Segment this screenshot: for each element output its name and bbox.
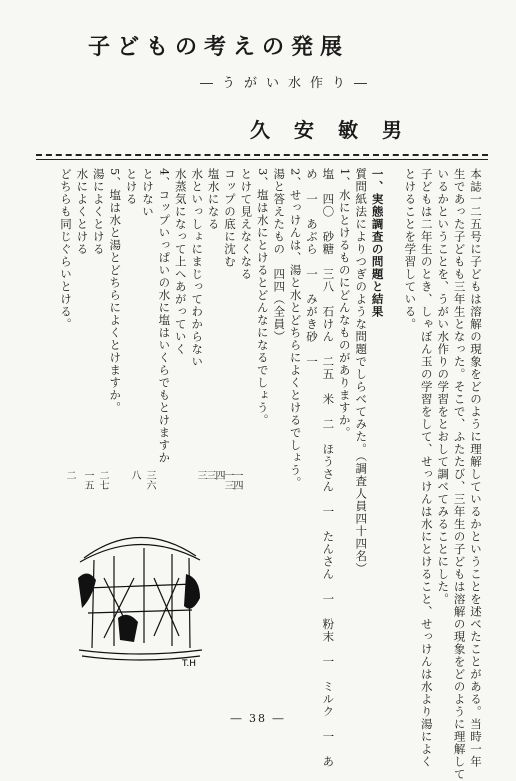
text-column: コップの底に沈む (223, 168, 237, 268)
text-column: とける (124, 168, 139, 206)
text-column: 3、塩は水にとけるとどんなになるでしょう。 (255, 168, 270, 427)
pavilion-sketch-illustration (74, 518, 204, 668)
answer-count: 八 (129, 470, 140, 480)
text-column: 1、水にとけるものにどんなものがありますか。 (337, 168, 352, 439)
text-column: め 一 あぶら 一 みがき砂 一 (305, 168, 319, 368)
text-column: 子どもは二年生のとき、しゃぼん玉の学習をして、せっけんは水にとけること、せっけんは水より湯によく (419, 168, 434, 768)
answer-count: 三 (195, 470, 206, 480)
answer-count: 四 (213, 470, 224, 480)
text-column: 水によくとける (75, 168, 90, 256)
text-column: どちらも同じぐらいとける。 (59, 168, 73, 331)
text-column: 生であった子どもも三年生となった。そこで、ふたたび、三年生の子どもは溶解の現象をどのように理解して (452, 168, 467, 781)
text-column: 水といっしょにまじってわからない (190, 168, 205, 368)
text-column: 湯と答えたもの 四四（全員） (272, 168, 287, 343)
text-column: 4、コップいっぱいの水に塩はいくらでもとけますか (157, 168, 172, 464)
answer-count: 三六 (144, 470, 155, 490)
sketch-signature: T.H (182, 659, 197, 668)
answer-count: 一三 (222, 470, 233, 490)
text-column: 5、塩は水と湯とどちらによくとけますか。 (108, 168, 123, 414)
text-column: 湯によくとける (91, 168, 106, 256)
answer-count: 二七 (97, 470, 108, 490)
text-column: 塩水になる (206, 168, 221, 231)
text-column: 本誌一二五号に子どもは溶解の現象をどのように理解しているかということを述べたことがある。当時一年 (469, 168, 483, 768)
text-column: いるかということを、うがい水作りの学習をとおして調べてみることにした。 (436, 168, 451, 606)
text-column: とけることを学習している。 (403, 168, 418, 331)
text-column: 質問紙法によりつぎのような問題でしらべてみた。（調査人員四十四名） (354, 168, 369, 575)
text-column: 塩 四〇 砂糖 三八 石けん 二五 米 二 ほうさん 一 たんさん 一 粉末 一 ミルク 一 あ (321, 168, 336, 768)
header-rule-solid (36, 159, 488, 160)
text-column: とけない (141, 168, 155, 218)
header-rule-dashed (36, 154, 488, 156)
text-column: 一、実態調査の問題と結果 (370, 168, 385, 318)
text-column: とけて見えなくなる (239, 168, 254, 281)
answer-count: 一五 (82, 470, 93, 490)
article-subtitle: ―うがい水作り― (200, 76, 377, 91)
author-name: 久安敏男 (250, 118, 426, 142)
answer-count: 三 (204, 470, 215, 480)
text-column: 水蒸気になって上へあがっていく (173, 168, 188, 356)
answer-count: 二 (64, 470, 75, 480)
article-title: 子どもの考えの発展 (88, 34, 350, 60)
page-number: ― 38 ― (230, 712, 286, 725)
text-column: 2、せっけんは、湯と水とどちらによくとけるでしょう。 (288, 168, 303, 489)
answer-count: 一四 (231, 470, 242, 490)
